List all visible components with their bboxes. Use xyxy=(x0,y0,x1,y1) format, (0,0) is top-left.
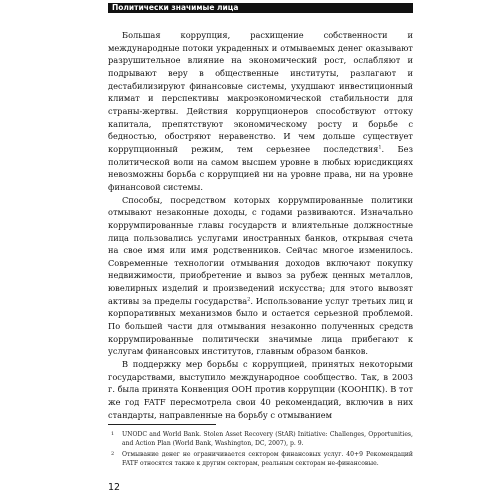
paragraph xyxy=(108,358,413,421)
footnote xyxy=(108,451,413,469)
footnote-number: 1 xyxy=(111,431,115,437)
footnote-ref: 2 xyxy=(247,296,251,303)
page-number: 12 xyxy=(108,482,121,493)
body-text xyxy=(108,29,413,421)
running-header-title: Политически значимые лица xyxy=(112,3,239,12)
footnotes xyxy=(108,431,413,471)
paragraph-text: . Без политической воли на самом высшем уровне в любых юрисдикциях невозможны борьба с коррупцией ни на уровне права, ни на уровне финансовой системы. xyxy=(108,143,413,192)
paragraph-text: В поддержку мер борьбы с коррупцией, принятых некоторыми государствами, выступило международное сообщество. Так, в 2003 г. была принята Конвенция ООН против коррупции (КООНПК). В тот же год FATF пересмотрела свои 40 рекомендаций, включив в них стандарты, направленные на борьбу с отмыванием xyxy=(108,359,414,420)
paragraph xyxy=(108,194,413,359)
footnote-ref: 1 xyxy=(378,144,382,151)
paragraph-text: Большая коррупция, расхищение собственности и международные потоки украденных и отмываемых денег оказывают разрушительное влияние на экономический рост, ослабляют и подрывают веру в общественные институты, разлагают и дестабилизируют финансовые системы, ухудшают инвестиционный климат и перспективы макроэкономической стабильности для страны-жертвы. Действия коррупционеров способствуют оттоку капитала, препятствуют экономическому росту и борьбе с бедностью, обостряют неравенство. И чем дольше существует коррупционный режим, тем серьезнее последствия xyxy=(108,30,413,154)
footnote-number: 2 xyxy=(111,450,115,457)
footnote-text: Отмывание денег не ограничивается сектором финансовых услуг. 40+9 Рекомендаций FATF относятся также к другим секторам, реальным секторам не-финансовые. xyxy=(122,450,413,467)
footnote-text: UNODC and World Bank. Stolen Asset Recovery (StAR) Initiative: Challenges, Opportunities, and Action Plan (World Bank, Washington, DC, 2007), p. 9. xyxy=(122,431,413,447)
running-header xyxy=(108,3,413,13)
footnote-divider xyxy=(108,424,216,425)
footnote xyxy=(108,431,413,449)
paragraph-text: Способы, посредством которых коррумпированные политики отмывают незаконные доходы, с годами развиваются. Изначально коррумпированные главы государств и влиятельные должностные лица пользовались услугами иностранных банков, открывая счета на свое имя или имя родственников. Сейчас многое изменилось. Современные технологии отмывания доходов включают покупку недвижимости, приобретение и вывоз за рубеж ценных металлов, ювелирных изделий и произведений искусства; для этого вывозят активы за пределы государства xyxy=(108,194,413,306)
paragraph xyxy=(108,29,413,194)
paragraph-text: . Использование услуг третьих лиц и корпоративных механизмов было и остается серьезной проблемой. По большей части для отмывания незаконно полученных средств коррумпированные политически значимые лица прибегают к услугам финансовых институтов, главным образом банков. xyxy=(108,295,413,357)
